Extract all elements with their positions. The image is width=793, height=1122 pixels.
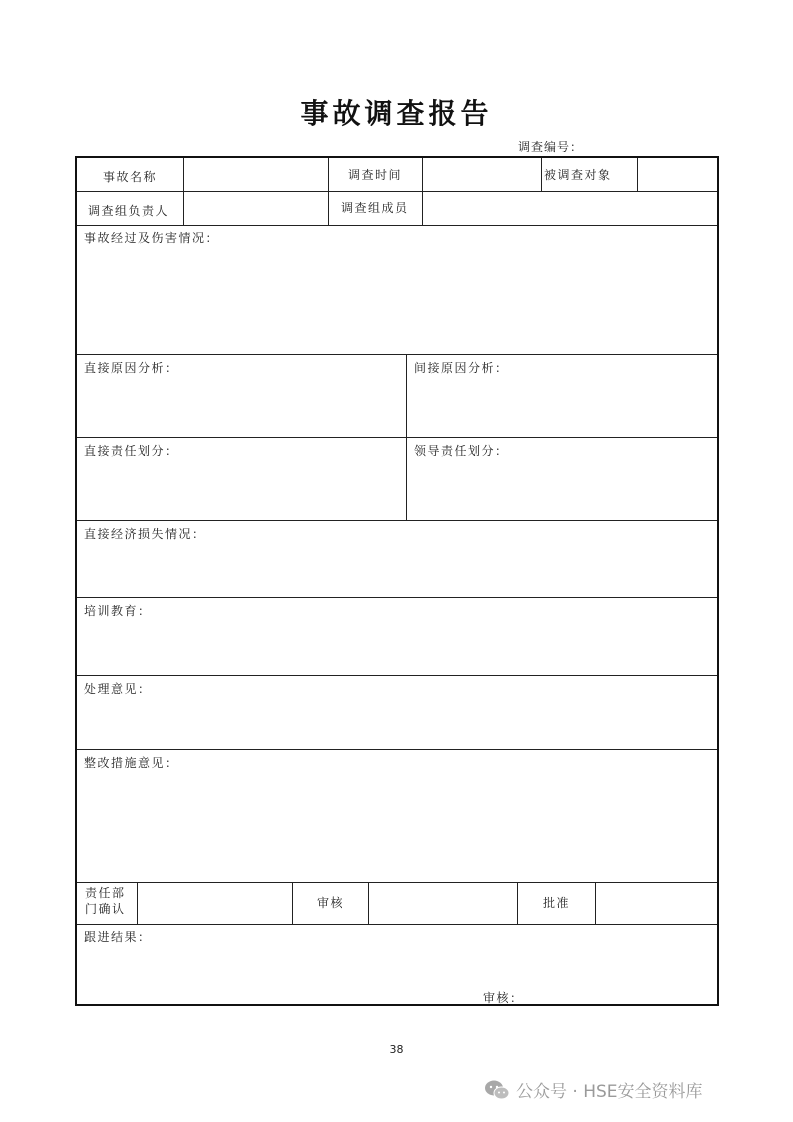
team-members-label: 调查组成员 [341,201,409,215]
document-title: 事故调查报告 [300,97,493,130]
leadership-responsibility-label: 领导责任划分： [414,444,509,458]
dept-confirm-label-line2: 门确认 [85,902,126,916]
row-divider [77,597,717,598]
direct-cause-label: 直接原因分析： [84,361,179,375]
approve-label: 批准 [543,896,571,910]
col-divider [183,158,184,225]
direct-responsibility-label: 直接责任划分： [84,444,179,458]
watermark-text: 公众号 · HSE安全资料库 [516,1082,703,1102]
col-divider [541,158,542,191]
follow-up-label: 跟进结果： [84,930,152,944]
dept-confirm-label-line1: 责任部 [85,886,126,900]
investigated-party-label: 被调查对象 [544,168,612,182]
handling-opinion-label: 处理意见： [84,682,152,696]
row-divider [77,225,717,226]
col-divider [137,882,138,924]
row-divider [77,354,717,355]
col-divider [328,158,329,225]
team-leader-label: 调查组负责人 [88,204,170,218]
col-divider [422,158,423,225]
investigation-number-label: 调查编号： [518,140,584,154]
economic-loss-label: 直接经济损失情况： [84,527,206,541]
page-number: 38 [389,1043,404,1056]
row-divider [77,437,717,438]
row-divider [77,749,717,750]
rectification-label: 整改措施意见： [84,756,179,770]
wechat-icon [484,1079,510,1101]
process-injury-label: 事故经过及伤害情况： [84,231,220,245]
watermark [484,1077,703,1102]
row-divider [77,882,717,883]
col-divider [637,158,638,191]
accident-name-label: 事故名称 [103,170,158,184]
review-label: 审核 [317,896,345,910]
investigation-time-label: 调查时间 [348,168,403,182]
follow-up-review-label: 审核： [483,991,524,1005]
row-divider [77,675,717,676]
col-divider [406,354,407,520]
col-divider [292,882,293,924]
col-divider [517,882,518,924]
col-divider [368,882,369,924]
training-label: 培训教育： [84,604,152,618]
indirect-cause-label: 间接原因分析： [414,361,509,375]
col-divider [595,882,596,924]
row-divider [77,191,717,192]
row-divider [77,924,717,925]
report-form [75,156,719,1006]
row-divider [77,520,717,521]
